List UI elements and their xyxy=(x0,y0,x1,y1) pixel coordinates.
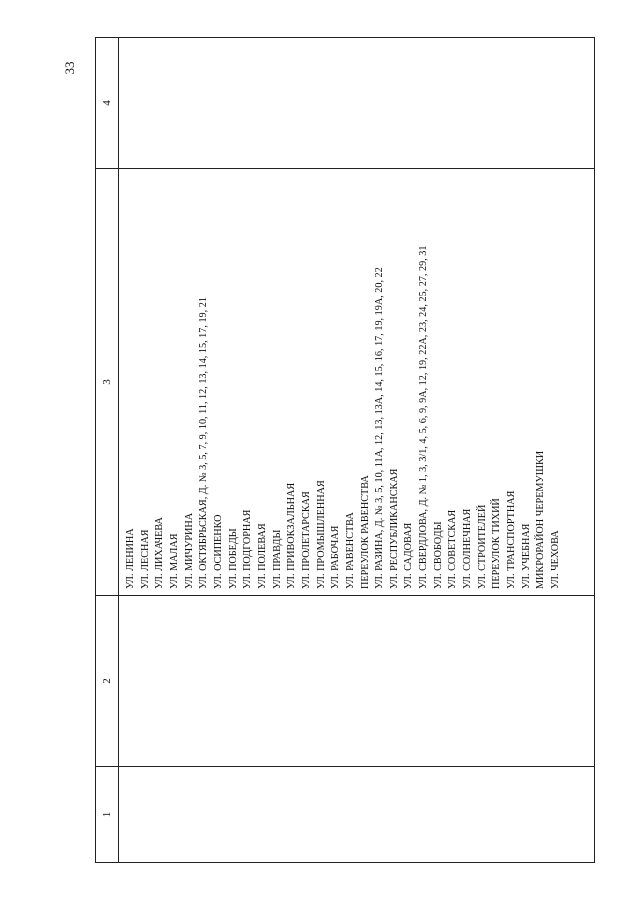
street-item: УЛ. СОЛНЕЧНАЯ xyxy=(462,508,474,589)
street-item: УЛ. ПОБЕДЫ xyxy=(227,528,239,589)
street-item: УЛ. САДОВАЯ xyxy=(403,522,415,589)
page-number: 33 xyxy=(62,61,77,75)
street-item: УЛ. ОКТЯБРЬСКАЯ, Д. № 3, 5, 7, 9, 10, 11, 12, 13, 14, 15, 17, 19, 21 xyxy=(198,297,210,589)
street-item: МИКРОРАЙОН ЧЕРЕМУШКИ xyxy=(535,450,547,589)
street-item: УЛ. ЛЕСНАЯ xyxy=(139,529,151,589)
table-header-row xyxy=(96,38,119,863)
street-item: УЛ. СТРОИТЕЛЕЙ xyxy=(476,504,488,589)
street-list xyxy=(119,169,564,595)
street-item: УЛ. ПРИВОКЗАЛЬНАЯ xyxy=(286,482,298,589)
street-item: УЛ. СВЕРДЛОВА, Д. № 1, 3, 3/1, 4, 5, 6, 9, 9А, 12, 19, 22А, 23, 24, 25, 27, 29, 31 xyxy=(418,245,430,589)
street-item: ПЕРЕУЛОК ТИХИЙ xyxy=(491,498,503,589)
street-item: УЛ. ТРАНСПОРТНАЯ xyxy=(506,490,518,589)
column-4-cell xyxy=(119,38,595,169)
table-container xyxy=(95,38,595,863)
street-item: УЛ. ПРОМЫШЛЕННАЯ xyxy=(315,480,327,589)
column-2-cell xyxy=(119,596,595,767)
street-item: УЛ. РАЗИНА, Д. № 3, 5, 10, 11А, 12, 13, 13А, 14, 15, 16, 17, 19, 19А, 20, 22 xyxy=(374,267,386,589)
table-body-row xyxy=(119,38,595,863)
address-table xyxy=(95,37,595,863)
rotated-table xyxy=(95,38,595,863)
column-header-2: 2 xyxy=(96,596,119,767)
column-header-3: 3 xyxy=(96,169,119,596)
street-item: УЛ. РАВЕНСТВА xyxy=(344,512,356,589)
street-item: УЛ. ЛИХАЧЕВА xyxy=(154,517,166,589)
street-item: УЛ. ПРОЛЕТАРСКАЯ xyxy=(300,491,312,589)
column-header-1: 1 xyxy=(96,767,119,863)
street-item: УЛ. ПОЛЕВАЯ xyxy=(256,523,268,589)
street-item: УЛ. ПРАВДЫ xyxy=(271,529,283,589)
street-item: ПЕРЕУЛОК РАВЕНСТВА xyxy=(359,475,371,589)
street-item: УЛ. ЧЕХОВА xyxy=(550,530,562,589)
street-item: УЛ. СВОБОДЫ xyxy=(432,521,444,589)
street-item: УЛ. РАБОЧАЯ xyxy=(330,525,342,589)
street-item: УЛ. ОСИПЕНКО xyxy=(212,514,224,589)
street-item: УЛ. МАЛАЯ xyxy=(168,533,180,589)
street-item: УЛ. ЛЕНИНА xyxy=(125,528,136,589)
street-item: УЛ. УЧЕБНАЯ xyxy=(520,523,532,589)
street-item: УЛ. МИЧУРИНА xyxy=(183,512,195,589)
street-list-cell xyxy=(119,169,595,596)
street-item: УЛ. СОВЕТСКАЯ xyxy=(447,509,459,589)
street-item: УЛ. РЕСПУБЛИКАНСКАЯ xyxy=(388,468,400,589)
street-item: УЛ. ПОДГОРНАЯ xyxy=(242,509,254,589)
column-1-cell xyxy=(119,767,595,863)
column-header-4: 4 xyxy=(96,38,119,169)
